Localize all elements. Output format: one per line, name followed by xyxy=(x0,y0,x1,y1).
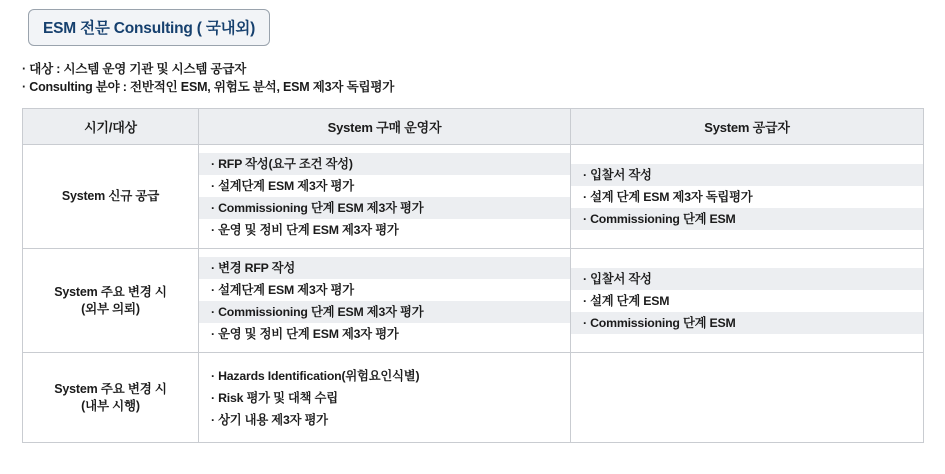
list-item: · Commissioning 단계 ESM 제3자 평가 xyxy=(199,197,570,219)
item-list xyxy=(571,158,923,236)
row-label-major-change-external xyxy=(23,249,199,353)
list-item: · 설계 단계 ESM xyxy=(583,293,670,308)
item-list xyxy=(199,147,570,247)
row-label-line2: (내부 시행) xyxy=(81,398,140,413)
list-item: · Commissioning 단계 ESM xyxy=(571,208,923,230)
row-label-line2: (외부 의뢰) xyxy=(81,301,140,316)
list-item: · Commissioning 단계 ESM xyxy=(571,312,923,334)
list-item: · Commissioning 단계 ESM 제3자 평가 xyxy=(199,301,570,323)
item-list xyxy=(571,262,923,340)
title-area xyxy=(0,0,945,46)
row1-operator-cell xyxy=(199,145,571,249)
row3-supplier-cell xyxy=(571,353,924,443)
row3-operator-cell xyxy=(199,353,571,443)
item-list xyxy=(199,251,570,351)
column-header-supplier: System 공급자 xyxy=(571,109,924,145)
table-row xyxy=(23,249,924,353)
column-header-period: 시기/대상 xyxy=(23,109,199,145)
table-row xyxy=(23,145,924,249)
bullet-list xyxy=(22,60,945,96)
row-label-major-change-internal xyxy=(23,353,199,443)
list-item: · RFP 작성(요구 조건 작성) xyxy=(199,153,570,175)
list-item: · 설계 단계 ESM 제3자 독립평가 xyxy=(583,189,753,204)
list-item: · 상기 내용 제3자 평가 xyxy=(211,412,328,427)
list-item: · Risk 평가 및 대책 수립 xyxy=(211,390,338,405)
bullet-item-consulting-area: · Consulting 분야 : 전반적인 ESM, 위험도 분석, ESM 제3자 독립평가 xyxy=(22,80,395,94)
row2-operator-cell xyxy=(199,249,571,353)
list-item: · 설계단계 ESM 제3자 평가 xyxy=(211,178,354,193)
row-label-line1: System 주요 변경 시 xyxy=(54,381,167,396)
row-label-new-supply: System 신규 공급 xyxy=(23,145,199,249)
list-item: · 변경 RFP 작성 xyxy=(199,257,570,279)
row-label-line1: System 주요 변경 시 xyxy=(54,284,167,299)
page-title: ESM 전문 Consulting ( 국내외) xyxy=(28,9,270,46)
consulting-matrix-table xyxy=(22,108,924,443)
item-list xyxy=(199,359,570,437)
matrix-table-wrapper xyxy=(22,108,923,443)
column-header-operator: System 구매 운영자 xyxy=(199,109,571,145)
bullet-item-target: · 대상 : 시스템 운영 기관 및 시스템 공급자 xyxy=(22,62,247,76)
list-item: · 운영 및 정비 단계 ESM 제3자 평가 xyxy=(211,222,399,237)
table-row xyxy=(23,353,924,443)
table-header-row xyxy=(23,109,924,145)
list-item: · 운영 및 정비 단계 ESM 제3자 평가 xyxy=(211,326,399,341)
list-item: · Hazards Identification(위험요인식별) xyxy=(211,368,420,383)
list-item: · 설계단계 ESM 제3자 평가 xyxy=(211,282,354,297)
list-item: · 입찰서 작성 xyxy=(571,268,923,290)
row1-supplier-cell xyxy=(571,145,924,249)
row2-supplier-cell xyxy=(571,249,924,353)
list-item: · 입찰서 작성 xyxy=(571,164,923,186)
